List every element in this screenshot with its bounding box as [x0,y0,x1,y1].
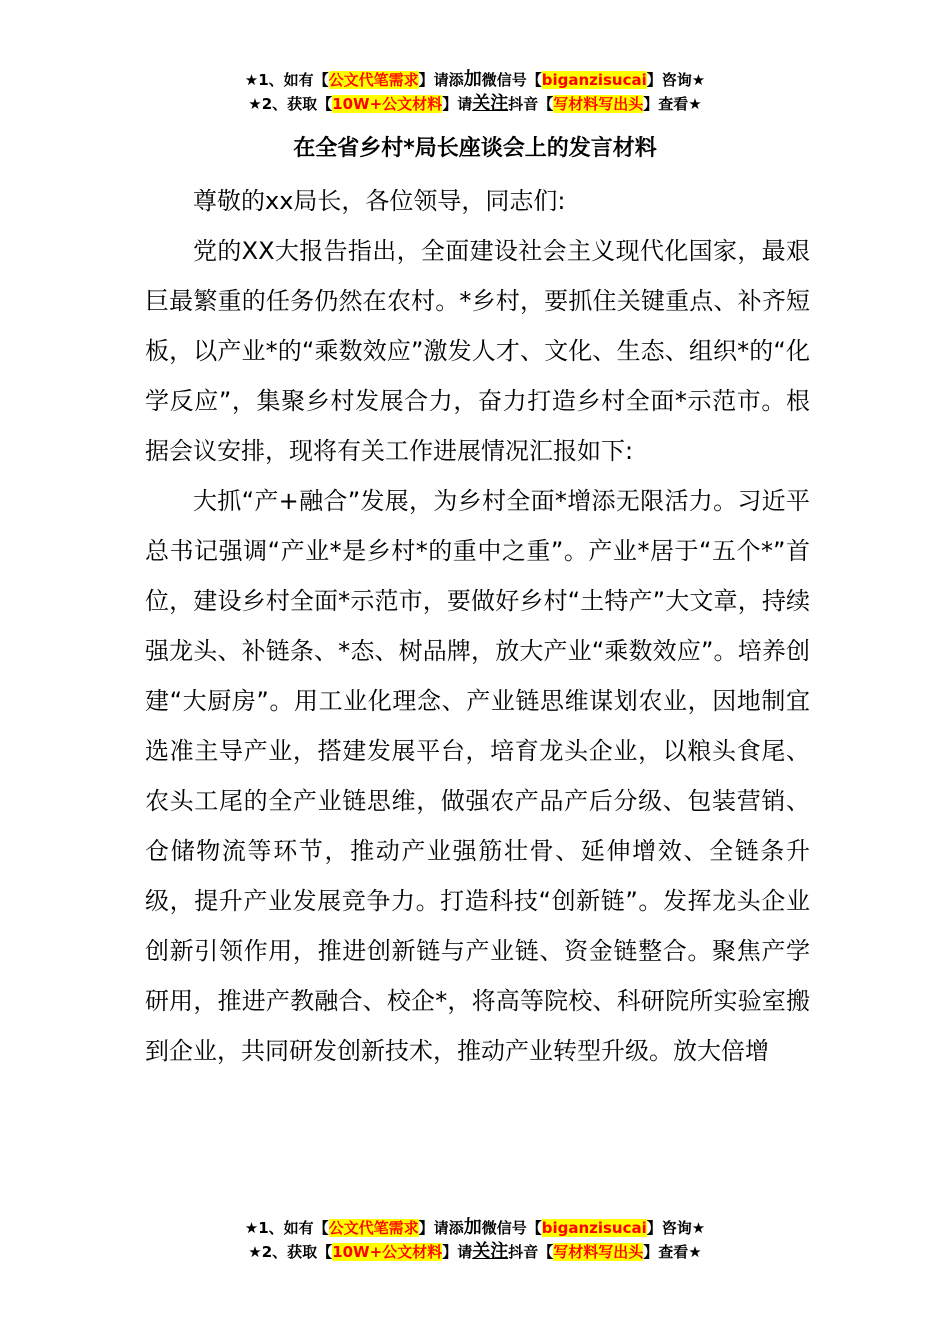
paragraph-industry: 大抓“产+融合”发展，为乡村全面*增添无限活力。习近平总书记强调“产业*是乡村*的重中之重”。产业*居于“五个*”首位，建设乡村全面*示范市，要做好乡村“土特产”大文章，持续强龙头、补链条、*态、树品牌，放大产业“乘数效应”。培养创建“大厨房”。用工业化理念、产业链思维谋划农业，因地制宜选准主导产业，搭建发展平台，培育龙头企业，以粮头食尾、农头工尾的全产业链思维，做强农产品产后分级、包装营销、仓储物流等环节，推动产业强筋壮骨、延伸增效、全链条升级，提升产业发展竞争力。打造科技“创新链”。发挥龙头企业创新引领作用，推进创新链与产业链、资金链整合。聚焦产学研用，推进产教融合、校企*，将高等院校、科研院所实验室搬到企业，共同研发创新技术，推动产业转型升级。放大倍增 [145,487,810,1065]
banner-text: 抖音【 [508,1243,554,1261]
banner-text: ★1、如有【 [244,1219,329,1237]
banner-highlight: 公文代笔需求 [328,71,419,89]
banner-text: 】查看★ [643,95,702,113]
banner-line-2 [0,92,950,116]
banner-line-2 [0,1240,950,1264]
banner-text: ★1、如有【 [244,71,329,89]
document-title: 在全省乡村*局长座谈会上的发言材料 [293,136,657,161]
banner-text: 抖音【 [508,95,554,113]
banner-highlight: 写材料写出头 [553,95,644,113]
salutation: 尊敬的xx局长，各位领导，同志们: [193,187,566,215]
banner-text: 】请 [442,95,473,113]
banner-text: 】请 [442,1243,473,1261]
banner-text: ★2、获取【 [248,1243,333,1261]
footer-banner [0,1216,950,1264]
banner-highlight: 10W+公文材料 [332,95,443,113]
banner-highlight: biganzisucai [541,1219,647,1237]
banner-text: 】查看★ [643,1243,702,1261]
banner-highlight: 10W+公文材料 [332,1243,443,1261]
document-body [145,176,810,1076]
banner-text: 】咨询★ [646,1219,706,1237]
banner-text: 微信号【 [481,1219,542,1237]
banner-highlight: biganzisucai [541,71,647,89]
banner-line-1 [0,68,950,92]
header-banner [0,68,950,116]
banner-line-1 [0,1216,950,1240]
banner-emphasis: 加 [463,69,482,90]
banner-emphasis: 关注 [472,1241,509,1262]
banner-emphasis: 关注 [472,93,509,114]
banner-text: 微信号【 [481,71,542,89]
banner-highlight: 写材料写出头 [553,1243,644,1261]
banner-text: 】请添 [418,71,464,89]
banner-emphasis: 加 [463,1217,482,1238]
banner-highlight: 公文代笔需求 [328,1219,419,1237]
banner-text: 】咨询★ [646,71,706,89]
banner-text: 】请添 [418,1219,464,1237]
banner-text: ★2、获取【 [248,95,333,113]
paragraph-intro: 党的XX大报告指出，全面建设社会主义现代化国家，最艰巨最繁重的任务仍然在农村。*乡村，要抓住关键重点、补齐短板，以产业*的“乘数效应”激发人才、文化、生态、组织*的“化学反应”，集聚乡村发展合力，奋力打造乡村全面*示范市。根据会议安排，现将有关工作进展情况汇报如下: [145,237,810,465]
